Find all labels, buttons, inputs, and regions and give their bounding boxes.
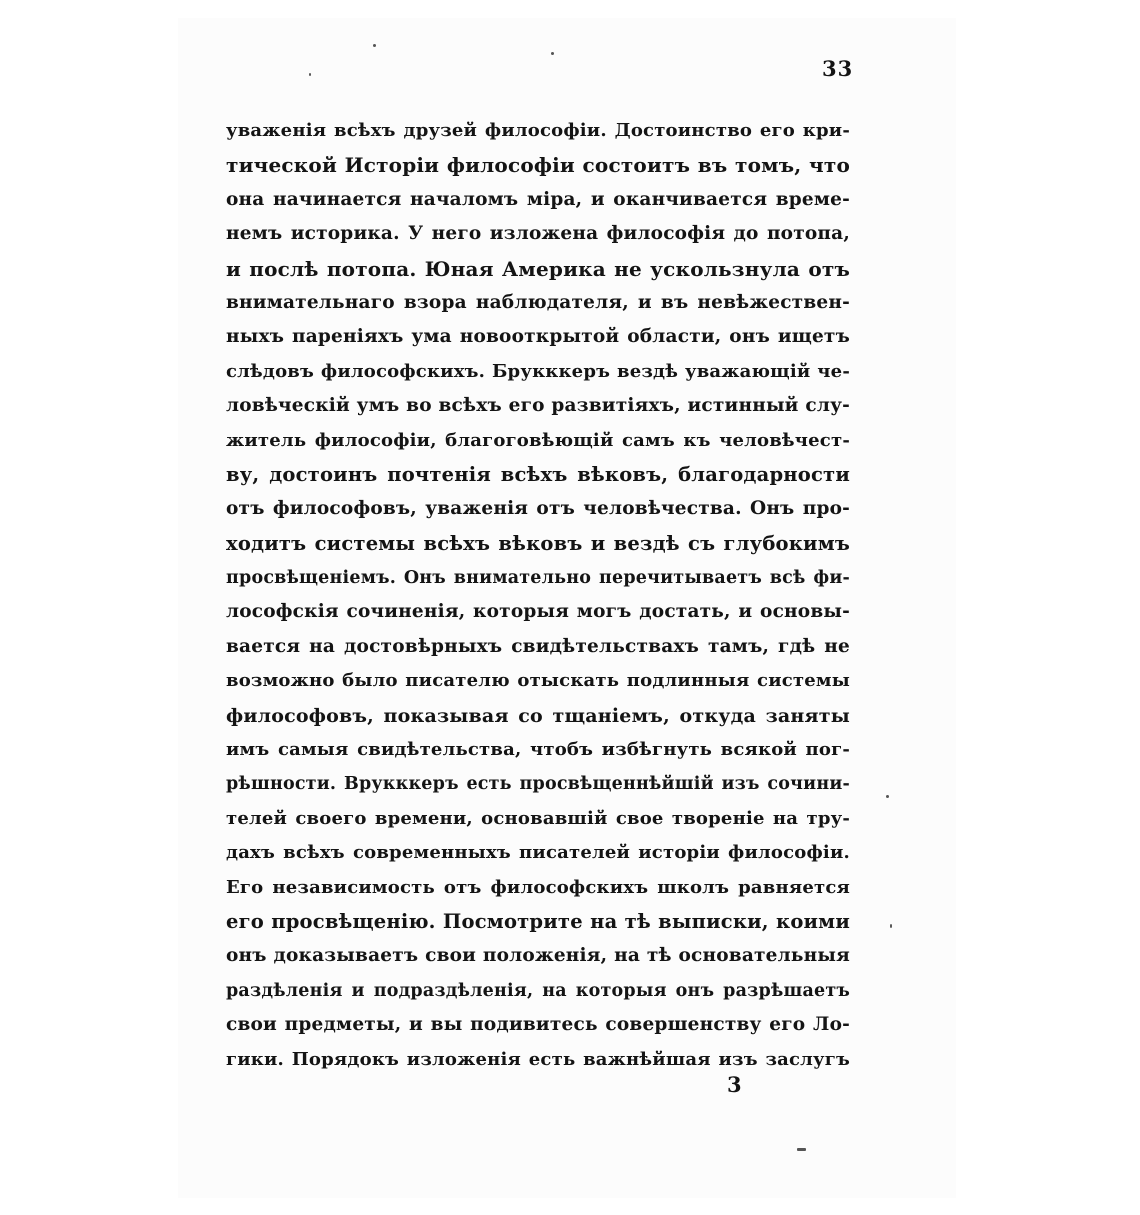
text-line: рѣшности. Врукккеръ есть просвѣщеннѣйшій изъ сочини-: [226, 774, 850, 795]
text-line: Его независимость отъ философскихъ школъ равняется: [226, 876, 850, 898]
text-line: телей своего времени, основавшій свое твореніе на тру-: [226, 807, 850, 829]
text-line: онъ доказываетъ свои положенія, на тѣ основательныя: [226, 945, 850, 967]
text-line: и послѣ потопа. Юная Америка не ускользнула отъ: [226, 256, 850, 281]
text-line: гики. Порядокъ изложенія есть важнѣйшая изъ заслугъ: [226, 1048, 850, 1070]
text-line: свои предметы, и вы подивитесь совершенству его Ло-: [226, 1014, 850, 1036]
text-line: житель философіи, благоговѣющій самъ къ человѣчест-: [226, 429, 850, 451]
text-line: просвѣщеніемъ. Онъ внимательно перечитываетъ всѣ фи-: [226, 568, 850, 589]
text-line: она начинается началомъ міра, и оканчивается време-: [226, 188, 850, 210]
text-line: ныхъ пареніяхъ ума новооткрытой области, онъ ищетъ: [226, 326, 850, 348]
text-line: слѣдовъ философскихъ. Брукккеръ вездѣ уважающій че-: [226, 360, 850, 382]
print-speck: [890, 924, 892, 928]
text-line: отъ философовъ, уваженія отъ человѣчества. Онъ про-: [226, 498, 850, 520]
page-number: 33: [822, 56, 854, 81]
text-line: возможно было писателю отыскать подлинныя системы: [226, 670, 850, 692]
print-speck: [551, 52, 554, 55]
text-line: внимательнаго взора наблюдателя, и въ невѣжествен-: [226, 291, 850, 313]
text-line: немъ историка. У него изложена философія до потопа,: [226, 223, 850, 245]
text-line: ву, достоинъ почтенія всѣхъ вѣковъ, благодарности: [226, 462, 850, 486]
text-line: уваженія всѣхъ друзей философіи. Достоинство его кри-: [226, 120, 850, 141]
text-line: раздѣленія и подраздѣленія, на которыя онъ разрѣшаетъ: [226, 980, 850, 1001]
text-line: философовъ, показывая со тщаніемъ, откуда заняты: [226, 704, 850, 727]
text-line: дахъ всѣхъ современныхъ писателей исторіи философіи.: [226, 842, 850, 864]
text-line: ловѣческій умъ во всѣхъ его развитіяхъ, истинный слу-: [226, 395, 850, 417]
text-line: имъ самыя свидѣтельства, чтобъ избѣгнуть всякой пог-: [226, 739, 850, 761]
text-line: тической Исторіи философіи состоитъ въ томъ, что: [226, 153, 850, 178]
text-line: вается на достовѣрныхъ свидѣтельствахъ тамъ, гдѣ не: [226, 635, 850, 657]
text-line: ходитъ системы всѣхъ вѣковъ и вездѣ съ глубокимъ: [226, 531, 850, 555]
text-line: лософскія сочиненія, которыя могъ достать, и основы-: [226, 601, 850, 623]
print-speck: [373, 44, 376, 47]
print-speck: [886, 795, 889, 798]
print-speck: [309, 73, 311, 76]
signature-mark: 3: [727, 1072, 742, 1097]
body-text: [226, 114, 850, 1077]
print-speck: [797, 1148, 806, 1151]
text-line: его просвѣщенію. Посмотрите на тѣ выписки, коими: [226, 909, 850, 933]
